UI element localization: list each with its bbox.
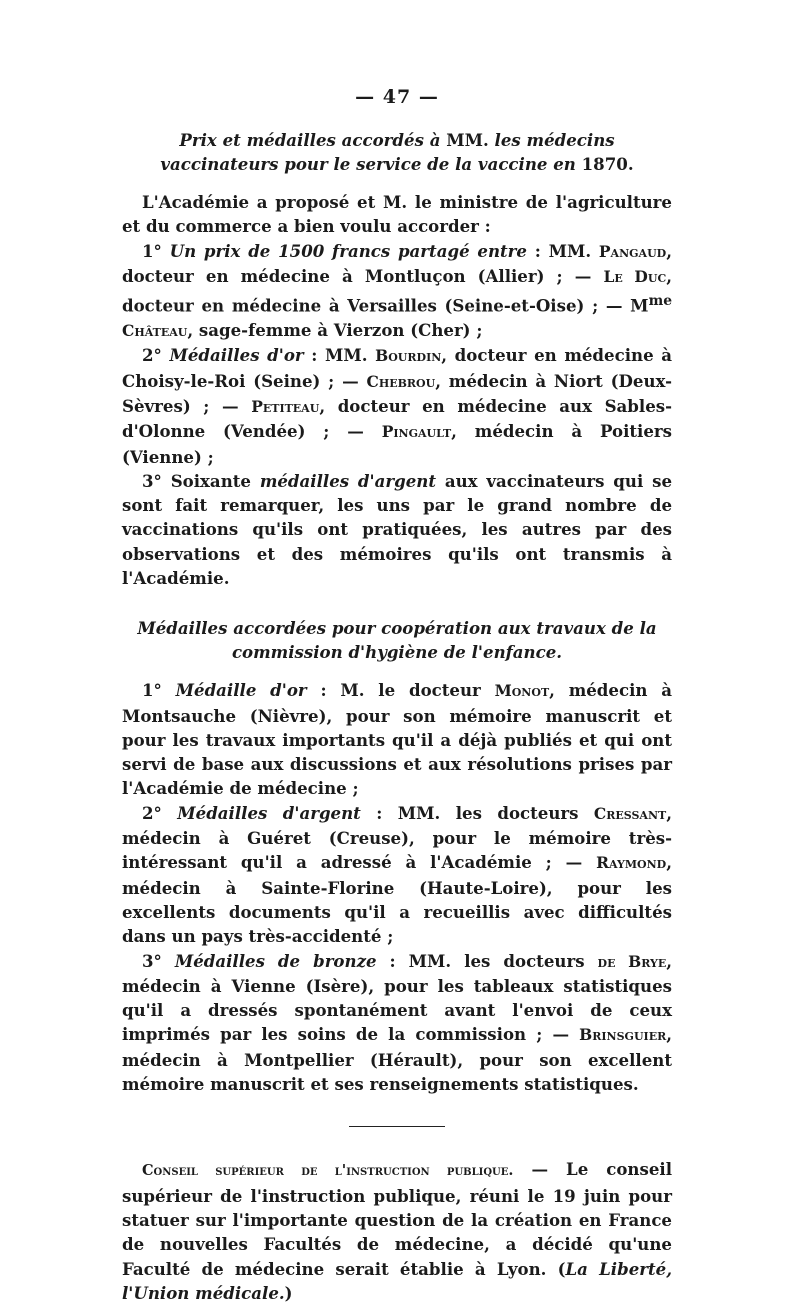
medal-item-3 <box>122 949 672 1097</box>
item-text: : MM. les docteurs <box>360 802 594 823</box>
item-text: , médecin à Guéret (Creuse), pour le mémoire très-intéressant qu'il a adressé à l'Académie ; — <box>122 802 672 873</box>
person-name: Pangaud <box>598 241 667 261</box>
item-heading: Médailles d'or <box>169 345 304 366</box>
person-name: Chebrou <box>366 371 436 391</box>
item-text: : MM. <box>303 345 376 366</box>
person-name: Pingault <box>381 422 452 442</box>
item-text: , médecin à Vienne (Isère), pour les tableaux statistiques qu'il a dressés spontanément avant l'envoi de ceux imprimés par les soins de la commission ; — <box>122 950 673 1045</box>
item-text: , médecin à Niort (Deux-Sèvres) ; — <box>122 370 672 416</box>
item-heading: Médailles d'argent <box>177 802 361 823</box>
item-number: 1° <box>142 240 170 261</box>
item-text: , docteur en médecine à Choisy-le-Roi (Seine) ; — <box>122 345 672 391</box>
council-paragraph <box>122 1157 672 1305</box>
prize-item-2 <box>122 343 672 468</box>
item-heading: médailles d'argent <box>259 470 436 491</box>
item-text: Soixante <box>170 470 260 491</box>
page-number: — 47 — <box>355 86 439 108</box>
person-name: Le Duc <box>603 266 667 286</box>
person-name: Raymond <box>596 853 667 873</box>
person-name: de Brye <box>597 951 667 971</box>
item-number: 3° <box>142 470 171 491</box>
title-text: MM. <box>446 130 489 150</box>
item-number: 2° <box>142 802 178 823</box>
item-heading: Médailles de bronze <box>174 950 377 971</box>
item-heading: Un prix de 1500 francs partagé entre <box>169 240 527 261</box>
intro-paragraph: L'Académie a proposé et M. le ministre de l'agriculture et du commerce a bien voulu accorder : <box>122 192 672 237</box>
person-name: Petiteau <box>251 396 320 416</box>
source-citation: La Liberté, l'Union médicale. <box>122 1258 672 1303</box>
item-heading: Conseil supérieur de l'instruction publique. <box>142 1162 514 1180</box>
title-text: les médecins vaccinateurs pour le service de la vaccine en <box>160 130 615 174</box>
section-title-vaccine-prizes <box>122 128 672 176</box>
title-text: Prix et médailles accordés à <box>179 130 447 150</box>
superscript: me <box>648 293 672 310</box>
medal-item-1 <box>122 678 672 800</box>
person-name: Monot <box>494 681 550 701</box>
item-text: : MM. <box>526 240 599 261</box>
person-name: Brinsguier <box>579 1025 667 1045</box>
item-text: , sage-femme à Vierzon (Cher) ; <box>187 320 483 341</box>
item-text: : M. le docteur <box>306 680 495 701</box>
item-text: : MM. les docteurs <box>376 950 598 971</box>
item-text: , docteur en médecine à Versailles (Seine-et-Oise) ; — M <box>122 265 672 316</box>
item-text: , médecin à Montsauche (Nièvre), pour son mémoire manuscrit et pour les travaux importants qu'il a déjà publiés et qui ont servi de base aux discussions et aux résolutions prises par l'Académie de médecine ; <box>122 680 672 799</box>
medal-item-2 <box>122 801 672 949</box>
separator-rule <box>349 1126 445 1127</box>
item-text: , médecin à Sainte-Florine (Haute-Loire), pour les excellents documents qu'il a recueillis avec difficultés dans un pays très-accidenté ; <box>122 852 672 947</box>
person-name: Bourdin <box>375 346 442 366</box>
item-text: , docteur en médecine aux Sables-d'Olonne (Vendée) ; — <box>122 395 673 442</box>
item-number: 3° <box>142 950 175 971</box>
item-text: , médecin à Poitiers (Vienne) ; <box>122 421 672 467</box>
prize-item-3 <box>122 469 672 590</box>
item-text: — Le conseil supérieur de l'instruction publique, réuni le 19 juin pour statuer sur l'importante question de la création en France de nouvelles Facultés de médecine, a décidé qu'une Faculté de médecine serait établie à Lyon. ( <box>122 1159 672 1279</box>
title-year: 1870. <box>581 154 634 174</box>
item-heading: Médaille d'or <box>175 680 307 701</box>
item-number: 2° <box>142 345 170 366</box>
item-text: , docteur en médecine à Montluçon (Allier) ; — <box>122 240 672 286</box>
prize-item-1 <box>122 239 672 344</box>
item-text: ) <box>284 1282 293 1303</box>
item-text: , médecin à Montpellier (Hérault), pour son excellent mémoire manuscrit et ses renseignements statistiques. <box>122 1024 672 1095</box>
person-name: Cressant <box>593 803 667 823</box>
section-title-hygiene-commission: Médailles accordées pour coopération aux travaux de la commission d'hygiène de l'enfance. <box>137 618 657 663</box>
item-number: 1° <box>142 680 176 701</box>
item-text: aux vaccinateurs qui se sont fait remarquer, les uns par le grand nombre de vaccinations qu'ils ont pratiquées, les autres par des observations et des mémoires qu'ils ont transmis à l'Académie. <box>122 470 673 588</box>
person-name: Château <box>122 321 188 341</box>
